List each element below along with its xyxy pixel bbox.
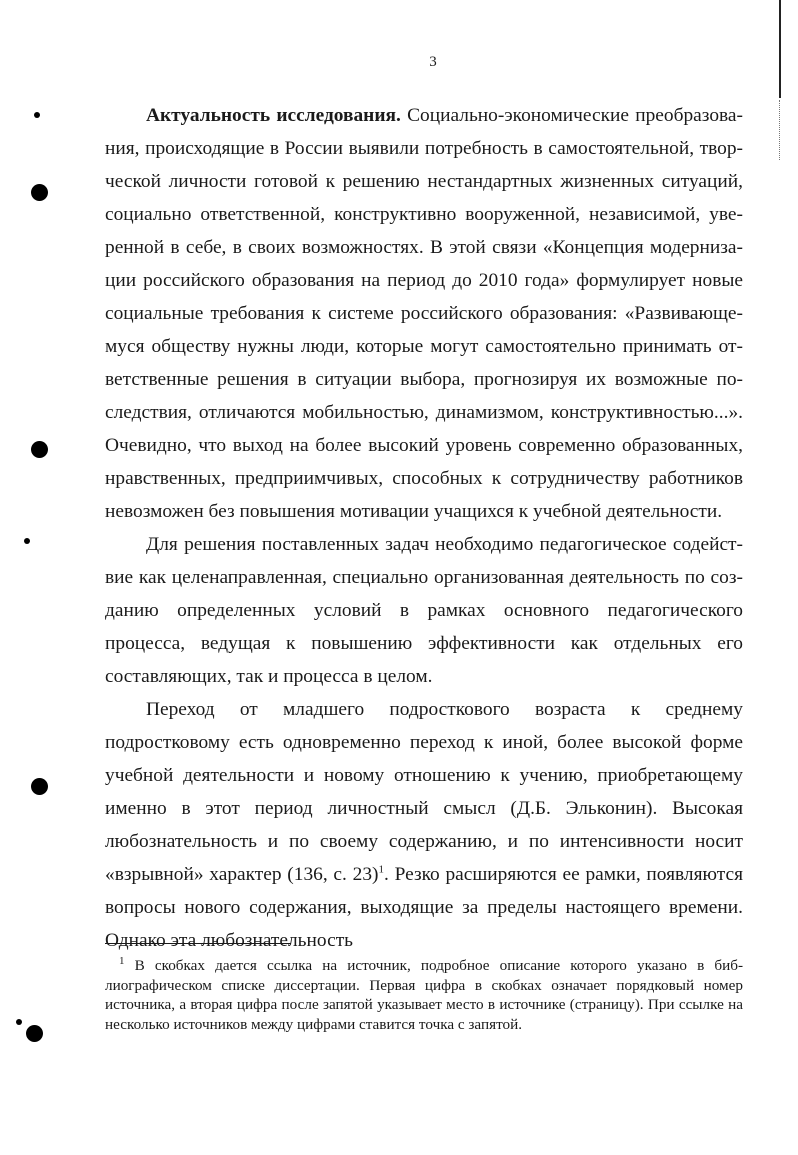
paragraph-text <box>105 693 743 957</box>
footnote-body: В скобках дается ссылка на источник, подробное описание которого указано в библиографическом списке диссертации. Первая цифра в скобках означает порядковый номер источника, а вторая цифра после запятой указывает место в источнике (страницу). При ссылке на несколько источников между цифрами ставится точка с запятой. <box>105 957 743 1033</box>
paragraph-body: Переход от младшего подросткового возраста к среднему подростковому есть одновременно переход к иной, более высокой форме учебной деятельности и новому отношению к учению, приобретающему именно в этот период личностный смысл (Д.Б. Эльконин). Высокая любознательность и по своему содержанию, и по интенсивности носит «взрывной» характер (136, с. 23) <box>105 699 743 885</box>
paragraph-body-continued: . Резко расширяются ее рамки, появляются вопросы нового содержания, выходящие за пределы настоящего времени. Однако эта любознательность <box>105 864 743 951</box>
binder-hole-mark-icon <box>34 112 40 118</box>
binder-hole-mark-icon <box>31 441 48 458</box>
footnote-divider <box>105 943 291 944</box>
section-lead-heading: Актуальность исследования. <box>146 105 401 126</box>
paragraph-body: Социально-экономические преобразования, происходящие в России выявили потребность в самостоятельной, творческой личности готовой к решению нестандартных жизненных ситуаций, социально ответственной, конструктивно вооруженной, независимой, уверенной в себе, в своих возможностях. В этой связи «Концепция модернизации российского образования на период до 2010 года» формулирует новые социальные требования к системе российского образования: «Развивающемуся обществу нужны люди, которые могут самостоятельно принимать ответственные решения в ситуации выбора, прогнозируя их возможные последствия, отличаются мобильностью, динамизмом, конструктивностью...». Очевидно, что выход на более высокий уровень современно образованных, нравственных, предприимчивых, способных к сотрудничеству работников невозможен без повышения мотивации учащихся к учебной деятельности. <box>105 105 743 522</box>
footnote <box>105 956 743 1034</box>
scan-edge-line <box>779 0 781 98</box>
page-number: 3 <box>429 54 437 70</box>
footnote-text <box>105 956 743 1034</box>
binder-hole-mark-icon <box>31 184 48 201</box>
binder-hole-mark-icon <box>24 538 30 544</box>
binder-hole-mark-icon <box>16 1019 22 1025</box>
binder-hole-mark-icon <box>31 778 48 795</box>
paragraph-adolescence <box>105 693 743 957</box>
footnote-marker: 1 <box>119 954 125 967</box>
paragraph-pedagogical-support <box>105 528 743 693</box>
scan-specks <box>779 100 781 160</box>
binder-hole-mark-icon <box>26 1025 43 1042</box>
paragraph-body: Для решения поставленных задач необходимо педагогическое содействие как целенаправленная, специально организованная деятельность по созданию определенных условий в рамках основного педагогического процесса, ведущая к повышению эффективности как отдельных его составляющих, так и процесса в целом. <box>105 534 743 687</box>
paragraph-relevance <box>105 99 743 528</box>
paragraph-text <box>105 99 743 528</box>
footnote-reference: 1 <box>378 863 384 876</box>
